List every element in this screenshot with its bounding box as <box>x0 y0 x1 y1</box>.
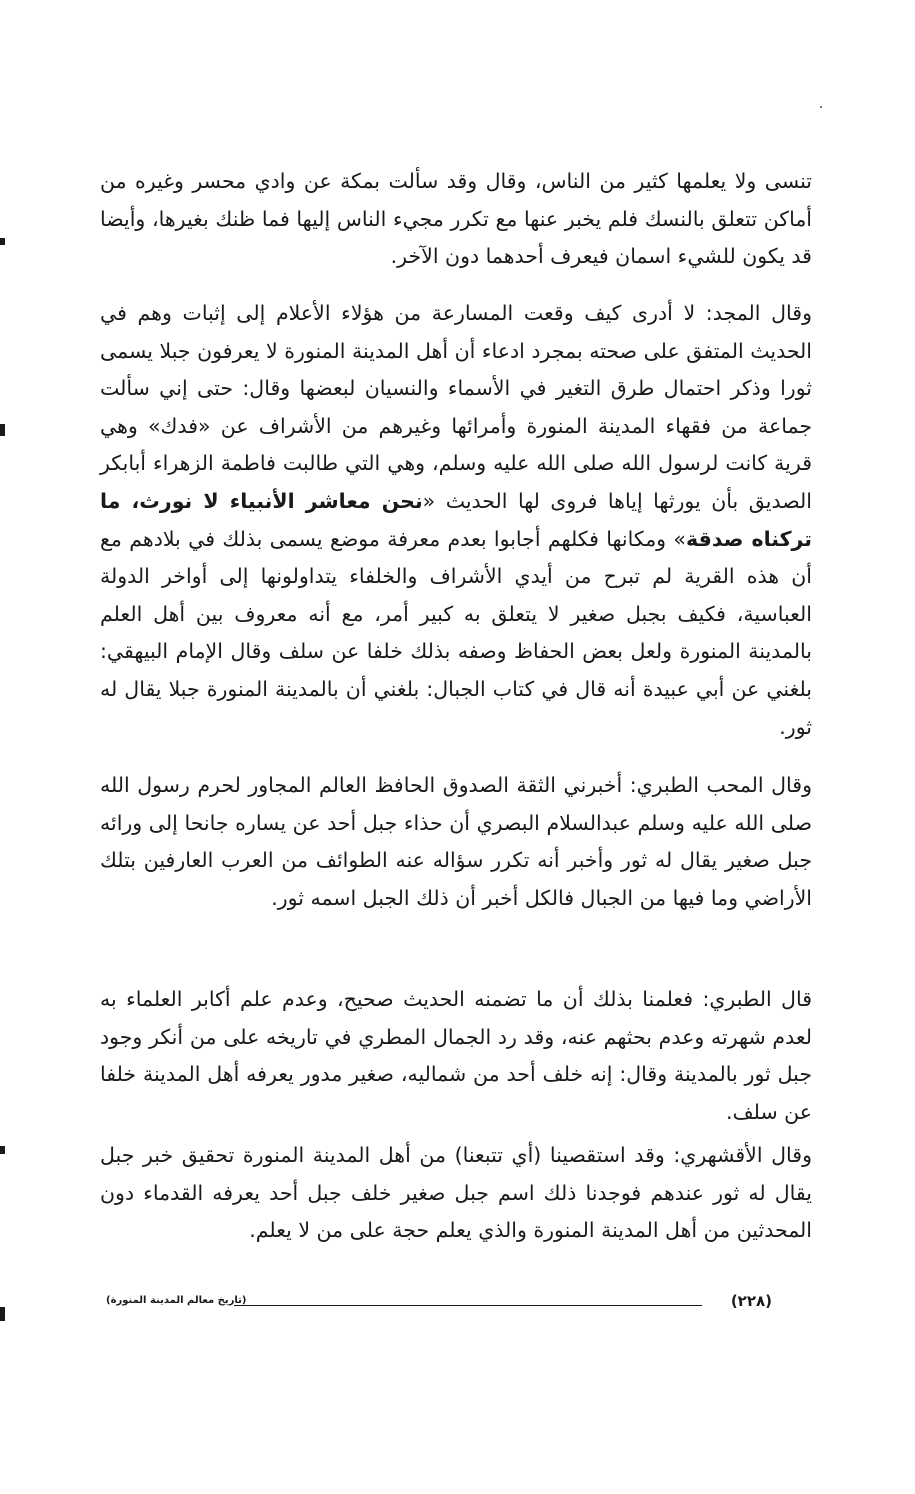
paragraph-5 <box>100 1137 812 1250</box>
binding-edge-mark <box>0 1146 5 1154</box>
paragraph-3-text: وقال المحب الطبري: أخبرني الثقة الصدوق الحافظ العالم المجاور لحرم رسول الله صلى الله عليه وسلم عبدالسلام البصري أن حذاء جبل أحد عن يساره جانحا إلى ورائه جبل صغير يقال له ثور وأخبر أنه تكرر سؤاله عنه الطوائف من العرب العارفين بتلك الأراضي وما فيها من الجبال فالكل أخبر أن ذلك الجبل اسمه ثور. <box>100 773 812 910</box>
scan-speck <box>820 106 822 108</box>
hadith-quote-bold: نحن معاشر الأنبياء لا نورث، ما تركناه صدقة <box>100 488 812 551</box>
binding-edge-mark <box>0 1307 5 1321</box>
book-title: (تاريخ معالم المدينة المنورة) <box>106 1295 247 1306</box>
paragraph-2-after: » ومكانها فكلهم أجابوا بعدم معرفة موضع يسمى بذلك في بلادهم مع أن هذه القرية لم تبرح من أيدي الأشراف والخلفاء يتداولونها إلى أواخر الدولة العباسية، فكيف بجبل صغير لا يتعلق به كبير أمر، مع أنه معروف بين أهل العلم بالمدينة المنورة ولعل بعض الحفاظ وصفه بذلك خلفا عن سلف وقال الإمام البيهقي: بلغني عن أبي عبيدة أنه قال في كتاب الجبال: بلغني أن بالمدينة المنورة جبلا يقال له ثور. <box>100 526 812 739</box>
paragraph-1-text: تنسى ولا يعلمها كثير من الناس، وقال وقد سألت بمكة عن وادي محسر وغيره من أماكن تتعلق بالنسك فلم يخبر عنها مع تكرر مجيء الناس إليها فما ظنك بغيرها، وأيضا قد يكون للشيء اسمان فيعرف أحدهما دون الآخر. <box>100 169 812 269</box>
page-footer <box>100 1290 812 1320</box>
paragraph-2-text <box>100 295 812 746</box>
binding-edge-mark <box>0 238 5 245</box>
paragraph-1 <box>100 163 812 276</box>
paragraph-5-text: وقال الأقشهري: وقد استقصينا (أي تتبعنا) من أهل المدينة المنورة تحقيق خبر جبل يقال له ثور عندهم فوجدنا ذلك اسم جبل صغير خلف جبل أحد يعرفه القدماء دون المحدثين من أهل المدينة المنورة والذي يعلم حجة على من لا يعلم. <box>100 1143 812 1243</box>
paragraph-2 <box>100 295 812 746</box>
binding-edge-mark <box>0 424 5 436</box>
paragraph-3 <box>100 767 812 917</box>
paragraph-4 <box>100 981 812 1131</box>
footer-divider <box>234 1305 702 1306</box>
paragraph-4-text: قال الطبري: فعلمنا بذلك أن ما تضمنه الحديث صحيح، وعدم علم أكابر العلماء به لعدم شهرته وعدم بحثهم عنه، وقد رد الجمال المطري في تاريخه على من أنكر وجود جبل ثور بالمدينة وقال: إنه خلف أحد من شماليه، صغير مدور يعرفه أهل المدينة خلفا عن سلف. <box>100 987 812 1124</box>
page-number: (٢٢٨) <box>730 1292 772 1310</box>
paragraph-2-before: وقال المجد: لا أدرى كيف وقعت المسارعة من هؤلاء الأعلام إلى إثبات وهم في الحديث المتفق على صحته بمجرد ادعاء أن أهل المدينة المنورة لا يعرفون جبلا يسمى ثورا وذكر احتمال طرق التغير في الأسماء والنسيان لبعضها وقال: حتى إني سألت جماعة من فقهاء المدينة المنورة وأمرائها وغيرهم من الأشراف عن «فدك» وهي قرية كانت لرسول الله صلى الله عليه وسلم، وهي التي طالبت فاطمة الزهراء أبابكر الصديق بأن يورثها إياها فروى لها الحديث « <box>100 301 812 513</box>
